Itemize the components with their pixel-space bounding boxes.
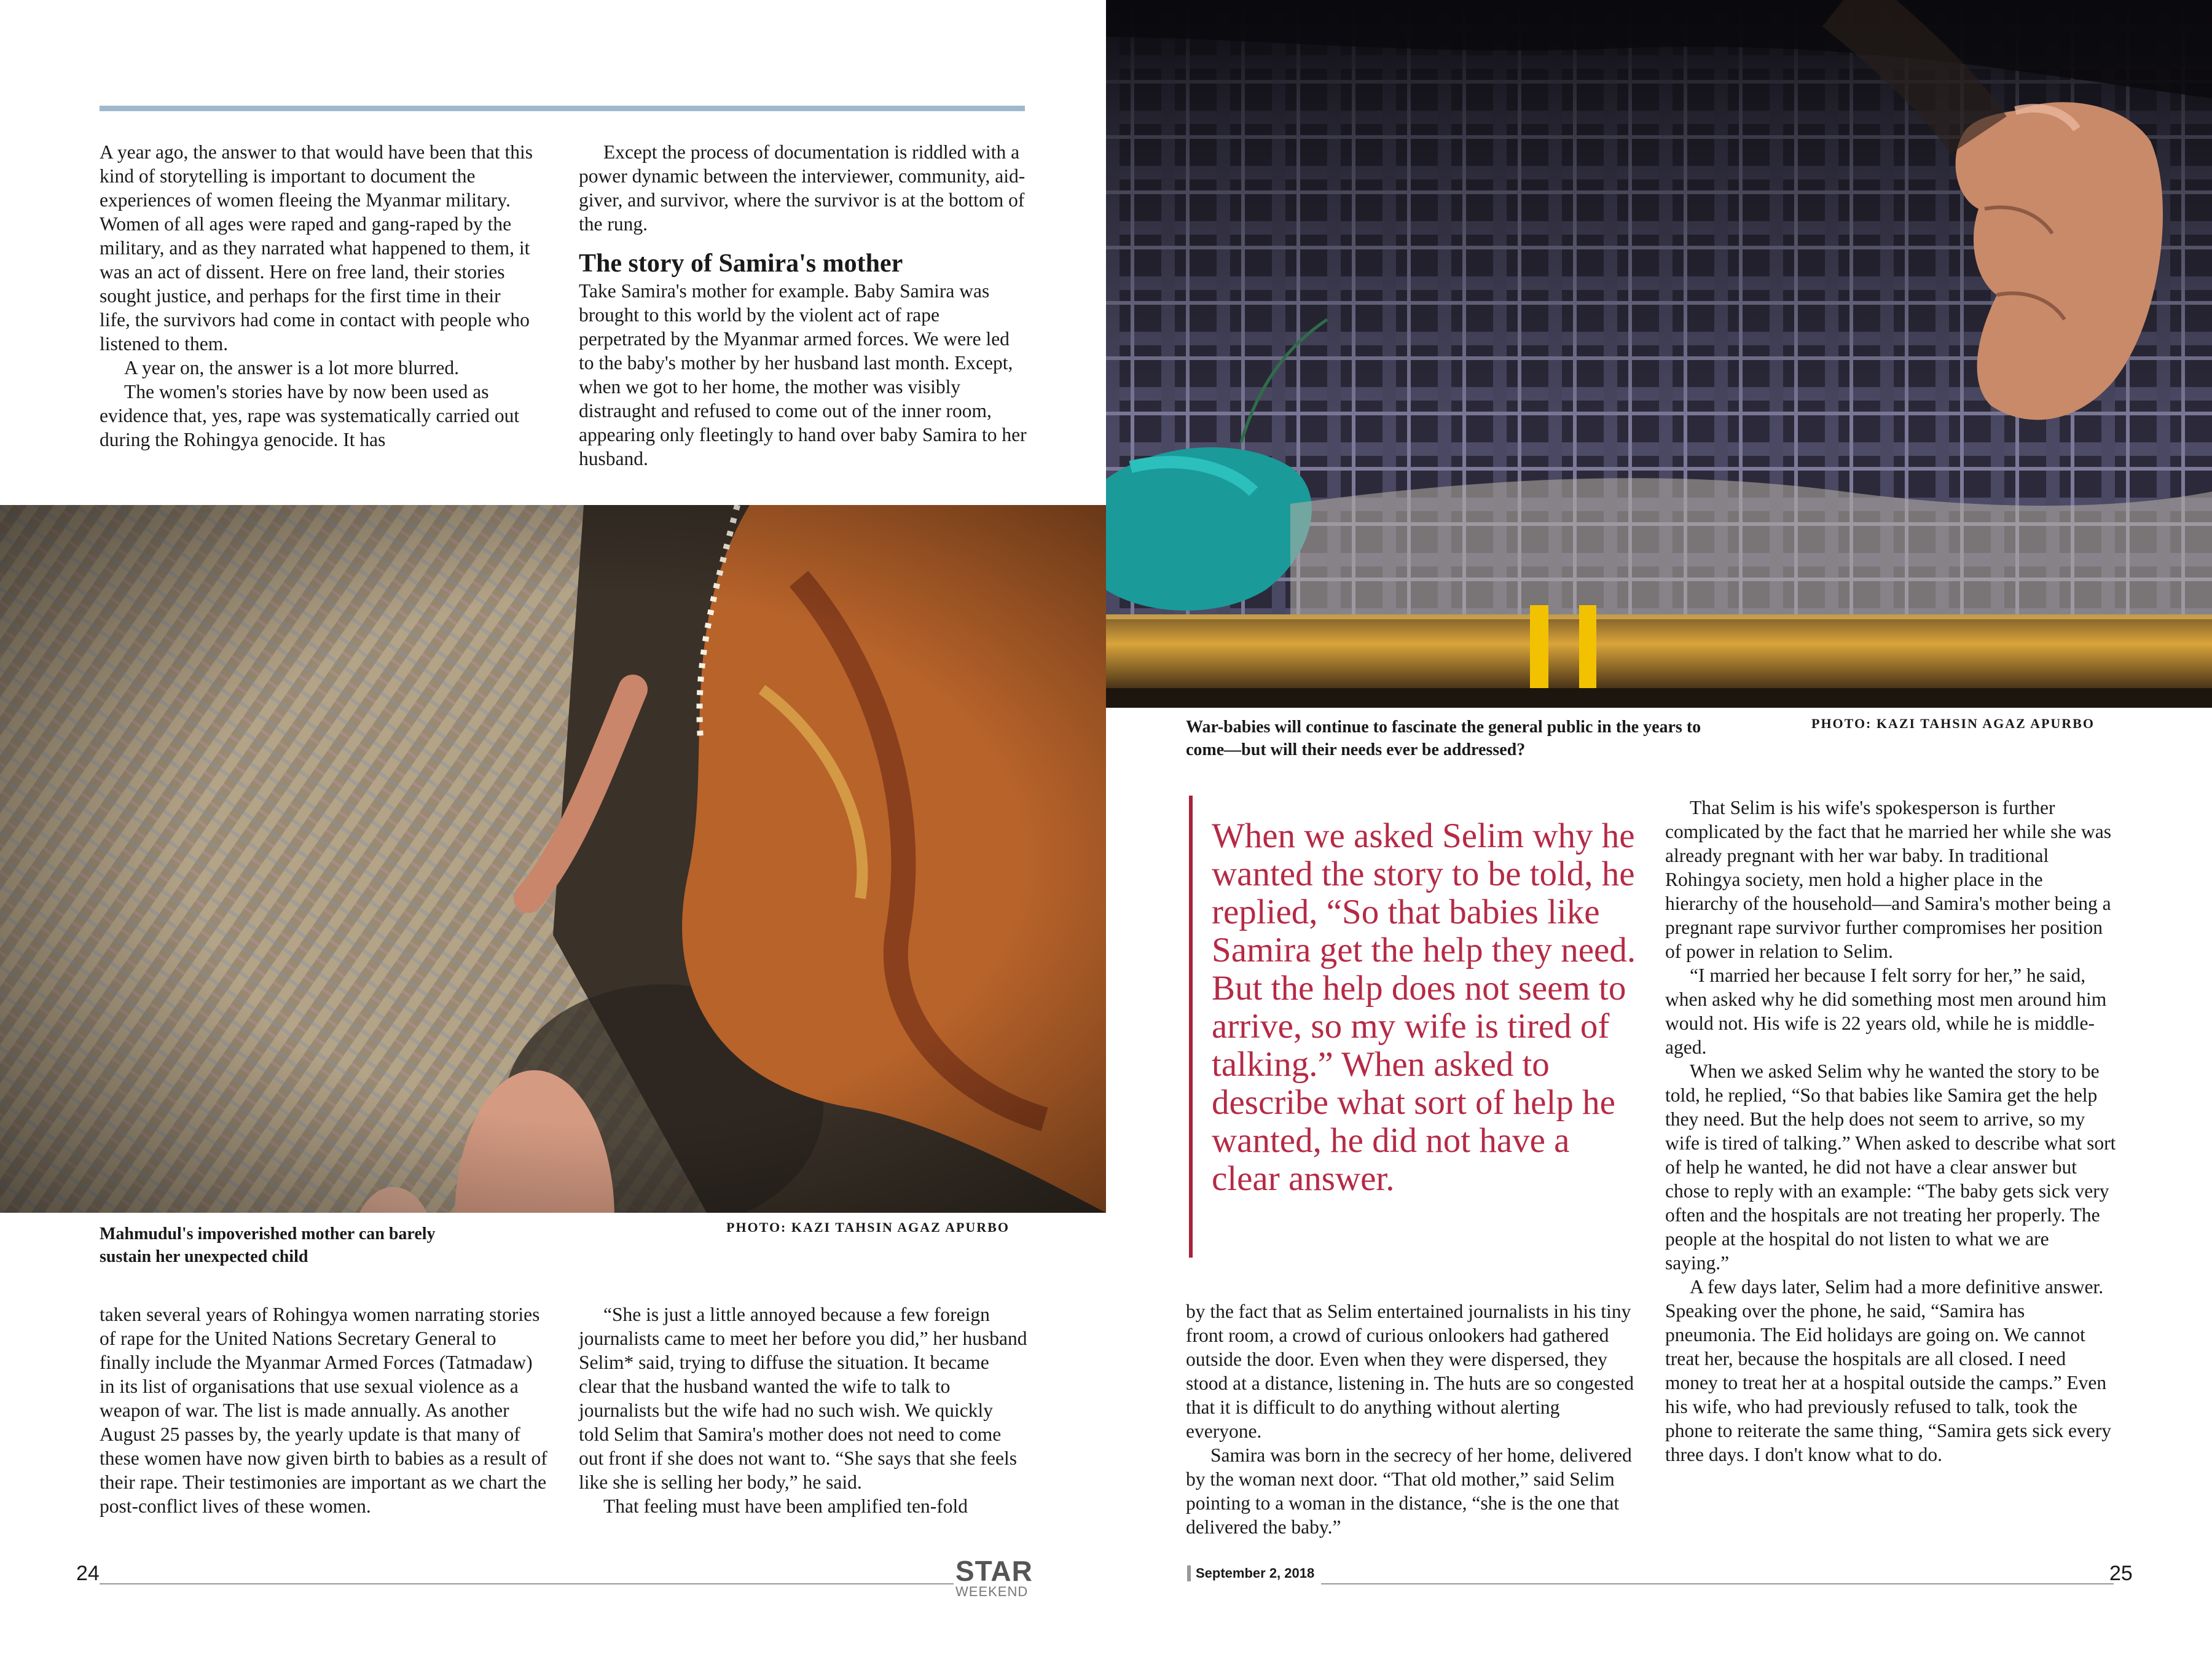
subhead: The story of Samira's mother (579, 249, 903, 278)
paragraph: “I married her because I felt sorry for her,” he said, when asked why he did something most men around him would not. His wife is 22 years old, while he is middle-aged. (1665, 965, 2107, 1058)
left-col1-bottom (100, 1302, 548, 1518)
top-accent-rule (100, 106, 1025, 111)
left-col2-top (579, 140, 1027, 471)
paragraph: The women's stories have by now been used as evidence that, yes, rape was systematically carried out during the Rohingya genocide. It has (100, 381, 520, 450)
paragraph: That Selim is his wife's spokesperson is further complicated by the fact that he married her while she was already pregnant with her war baby. In traditional Rohingya society, men hold a higher place in the hierarchy of the household—and Samira's mother being a pregnant rape survivor further compromises her position of power in relation to Selim. (1665, 797, 2111, 962)
page-number-left: 24 (76, 1562, 100, 1585)
right-photo-caption: War-babies will continue to fascinate the general public in the years to come—but will their needs ever be addressed? (1186, 718, 1701, 759)
pull-quote-bar (1189, 796, 1193, 1258)
paragraph: taken several years of Rohingya women narrating stories of rape for the United Nations Secretary General to finally include the Myanmar Armed Forces (Tatmadaw) in its list of organisations that use sexual violence as a weapon of war. The list is made annually. As another August 25 passes by, the yearly update is that many of these women have now given birth to babies as a result of their rape. Their testimonies are important as we chart the post-conflict lives of these women. (100, 1304, 547, 1517)
footer-rule-left (100, 1583, 954, 1584)
paragraph: A year ago, the answer to that would have been that this kind of storytelling is important to document the experiences of women fleeing the Myanmar military. Women of all ages were raped and gang-raped by the military, and as they narrated what happened to them, it was an act of dissent. Here on free land, their stories sought justice, and perhaps for the first time in their life, the survivors had come in contact with people who listened to them. (100, 141, 533, 354)
star-weekend-logo: STAR WEEKEND (955, 1555, 1033, 1599)
left-col1-top (100, 140, 536, 452)
right-photo-credit: PHOTO: KAZI TAHSIN AGAZ APURBO (1811, 716, 2095, 731)
paragraph: When we asked Selim why he wanted the story to be told, he replied, “So that babies like Samira get the help they need. But the help does not seem to arrive, so my wife is tired of talking.” When asked to describe what sort of help he wanted, he did not have a clear answer but chose to reply with an example: “The baby gets sick very often and the hospitals are not treating her properly. The people at the hospital do not listen to what we are saying.” (1665, 1060, 2116, 1274)
paragraph: A few days later, Selim had a more definitive answer. Speaking over the phone, he said, “Samira has pneumonia. The Eid holidays are going on. We cannot treat her, because the hospitals are all closed. I need money to treat her at a hospital outside the camps.” Even his wife, who had previously refused to talk, took the phone to reiterate the same thing, “Samira gets sick every three days. I don't know what to do. (1665, 1276, 2111, 1465)
paragraph: Samira was born in the secrecy of her home, delivered by the woman next door. “That old mother,” said Selim pointing to a woman in the distance, “she is the one that delivered the baby.” (1186, 1444, 1632, 1538)
left-photo-credit: PHOTO: KAZI TAHSIN AGAZ APURBO (726, 1220, 1010, 1235)
left-col2-bottom (579, 1302, 1027, 1518)
page-number-right: 25 (2109, 1562, 2133, 1585)
issue-date: September 2, 2018 (1187, 1565, 1314, 1581)
right-col2 (1665, 796, 2117, 1466)
footer-rule-right (1321, 1583, 2114, 1584)
paragraph: Take Samira's mother for example. Baby Samira was brought to this world by the violent act of rape perpetrated by the Myanmar armed forces. We were led to the baby's mother by her husband last month. Except, when we got to her home, the mother was visibly distraught and refused to come out of the inner room, appearing only fleetingly to hand over baby Samira to her husband. (579, 280, 1027, 469)
baby-on-mat-photo (0, 505, 1106, 1213)
paragraph: Except the process of documentation is riddled with a power dynamic between the interviewer, community, aid-giver, and survivor, where the survivor is at the bottom of the rung. (579, 141, 1026, 235)
left-photo-caption: Mahmudul's impoverished mother can barely sustain her unexpected child (100, 1224, 436, 1266)
pull-quote: When we asked Selim why he wanted the story to be told, he replied, “So that babies like Samira get the help they need. But the help does not seem to arrive, so my wife is tired of talking.” When asked to describe what sort of help he wanted, he did not have a clear answer. (1212, 816, 1636, 1198)
paragraph: “She is just a little annoyed because a few foreign journalists came to meet her before you did,” her husband Selim* said, trying to diffuse the situation. It became clear that the husband wanted the wife to talk to journalists but the wife had no such wish. We quickly told Selim that Samira's mother does not need to come out front if she does not want to. “She says that she feels like she is selling her body,” he said. (579, 1304, 1027, 1493)
paragraph: That feeling must have been amplified ten-fold (603, 1495, 968, 1517)
hand-over-cot-photo (1106, 0, 2212, 708)
paragraph: A year on, the answer is a lot more blurred. (124, 357, 459, 378)
paragraph: by the fact that as Selim entertained journalists in his tiny front room, a crowd of curious onlookers had gathered outside the door. Even when they were dispersed, they stood at a distance, listening in. The huts are so congested that it is difficult to do anything without alerting everyone. (1186, 1301, 1634, 1442)
right-col1-bottom (1186, 1299, 1634, 1539)
